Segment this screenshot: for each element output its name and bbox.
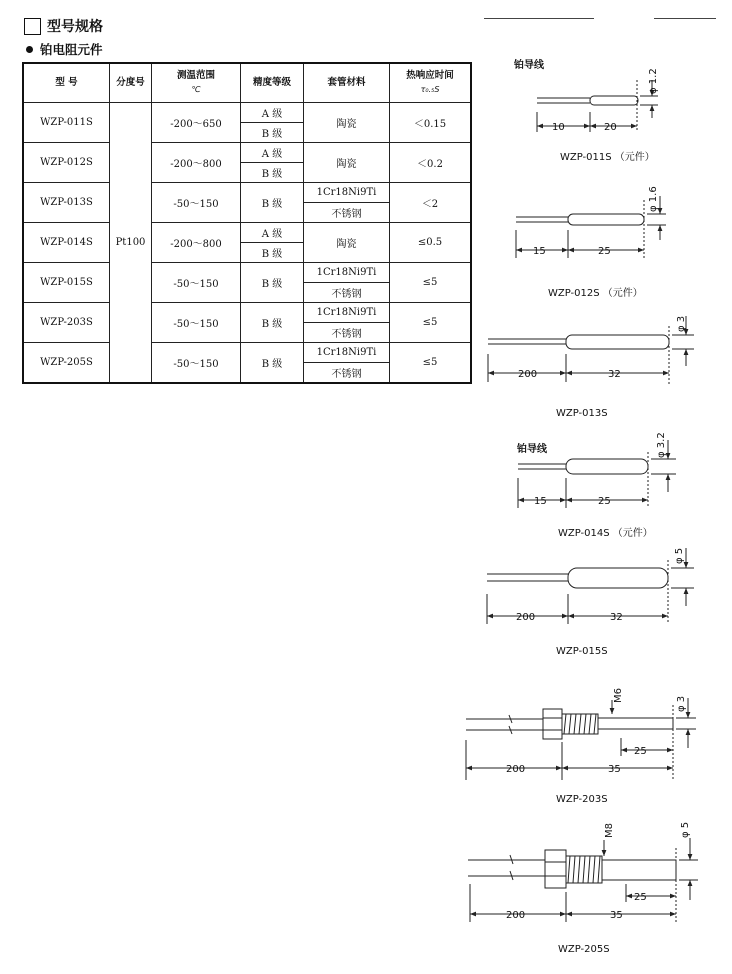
cell-grade: B 级 — [241, 163, 304, 183]
dim-label: 25 — [598, 496, 611, 507]
drawing-caption: WZP-203S — [556, 794, 608, 805]
element-body — [568, 214, 644, 225]
drawing-wzp-011s — [513, 58, 659, 163]
dim-label: 25 — [634, 746, 647, 757]
header-grade: 精度等级 — [241, 63, 304, 103]
drawing-wzp-012s — [516, 186, 666, 299]
dim-label: 32 — [608, 369, 621, 380]
cell-range: -50～150 — [152, 183, 241, 223]
diameter-label: φ 1.2 — [648, 68, 659, 94]
diameter-label: φ 5 — [680, 821, 691, 838]
cell-sheath: 不锈钢 — [304, 203, 390, 223]
cell-model: WZP-203S — [23, 303, 110, 343]
drawing-wzp-013s — [488, 316, 694, 419]
thread-hatch — [568, 856, 600, 883]
dim-label: 10 — [552, 122, 565, 133]
diameter-label: φ 3 — [676, 695, 687, 712]
cell-model: WZP-205S — [23, 343, 110, 384]
dim-label: 15 — [534, 496, 547, 507]
break-mark — [509, 715, 512, 734]
cell-response: ≤5 — [390, 303, 472, 343]
cell-sheath: 1Cr18Ni9Ti — [304, 343, 390, 363]
hex-nut — [545, 850, 566, 888]
cell-range: -200～800 — [152, 223, 241, 263]
cell-response: ≤5 — [390, 263, 472, 303]
drawing-wzp-014s — [516, 432, 676, 539]
diameter-label: φ 3.2 — [656, 432, 667, 458]
dim-label: 25 — [634, 892, 647, 903]
header-response: 热响应时间 τ₀.₅S — [390, 63, 472, 103]
drawing-wzp-015s — [487, 548, 694, 657]
dim-label: 200 — [506, 910, 526, 921]
drawing-caption: WZP-015S — [556, 646, 608, 657]
cell-response: ＜0.15 — [390, 103, 472, 143]
cell-model: WZP-014S — [23, 223, 110, 263]
thread-label: M8 — [604, 823, 615, 838]
dim-label: 35 — [610, 910, 623, 921]
cell-model: WZP-015S — [23, 263, 110, 303]
cell-grade: B 级 — [241, 263, 304, 303]
drawing-caption: WZP-011S （元件） — [560, 152, 655, 163]
cell-range: -200～650 — [152, 103, 241, 143]
cell-model: WZP-013S — [23, 183, 110, 223]
header-sheath: 套管材料 — [304, 63, 390, 103]
cell-sheath: 陶瓷 — [304, 143, 390, 183]
cell-grade: B 级 — [241, 123, 304, 143]
header-range: 测温范围 ℃ — [152, 63, 241, 103]
dim-label: 15 — [533, 246, 546, 257]
sheath-body — [568, 568, 668, 588]
cell-sheath: 不锈钢 — [304, 363, 390, 384]
drawing-caption: WZP-014S （元件） — [558, 528, 653, 539]
element-body — [566, 459, 648, 474]
drawing-wzp-205s — [468, 822, 698, 955]
thread-label: M6 — [613, 688, 624, 703]
cell-sheath: 1Cr18Ni9Ti — [304, 183, 390, 203]
cell-sheath: 陶瓷 — [304, 103, 390, 143]
cell-range: -50～150 — [152, 303, 241, 343]
cell-response: ＜0.2 — [390, 143, 472, 183]
drawing-caption: WZP-013S — [556, 408, 608, 419]
lead-label: 铂导线 — [517, 444, 547, 455]
cell-grade: B 级 — [241, 183, 304, 223]
drawing-caption: WZP-205S — [558, 944, 610, 955]
diameter-label: φ 1.6 — [648, 186, 659, 212]
cell-response: ＜2 — [390, 183, 472, 223]
header-graduation: 分度号 — [110, 63, 152, 103]
section-subtitle-text: 铂电阻元件 — [40, 42, 103, 57]
lead-label: 铂导线 — [514, 60, 544, 71]
cell-grade: B 级 — [241, 303, 304, 343]
cell-grade: B 级 — [241, 243, 304, 263]
diameter-label: φ 3 — [676, 315, 687, 332]
cell-graduation: Pt100 — [110, 103, 152, 384]
section-title-text: 型号规格 — [47, 19, 103, 35]
dim-label: 200 — [516, 612, 536, 623]
cell-model: WZP-012S — [23, 143, 110, 183]
dim-label: 200 — [518, 369, 538, 380]
dim-label: 25 — [598, 246, 611, 257]
sheath-body — [566, 335, 669, 349]
cell-range: -50～150 — [152, 343, 241, 384]
cell-grade: B 级 — [241, 343, 304, 384]
dim-label: 20 — [604, 122, 617, 133]
cell-sheath: 1Cr18Ni9Ti — [304, 263, 390, 283]
cell-sheath: 不锈钢 — [304, 283, 390, 303]
cell-grade: A 级 — [241, 143, 304, 163]
cell-response: ≤5 — [390, 343, 472, 384]
dim-label: 32 — [610, 612, 623, 623]
sheath-body — [602, 860, 676, 880]
sheath-body — [598, 718, 673, 729]
cell-grade: A 级 — [241, 103, 304, 123]
cell-range: -200～800 — [152, 143, 241, 183]
header-model: 型 号 — [23, 63, 110, 103]
cell-sheath: 不锈钢 — [304, 323, 390, 343]
cell-response: ≤0.5 — [390, 223, 472, 263]
element-body — [590, 96, 638, 105]
drawing-wzp-203s — [466, 688, 696, 805]
diameter-label: φ 5 — [674, 547, 685, 564]
hex-nut — [543, 709, 562, 739]
dim-label: 200 — [506, 764, 526, 775]
cell-sheath: 陶瓷 — [304, 223, 390, 263]
cell-range: -50～150 — [152, 263, 241, 303]
dim-label: 35 — [608, 764, 621, 775]
drawing-caption: WZP-012S （元件） — [548, 288, 643, 299]
cell-grade: A 级 — [241, 223, 304, 243]
cell-model: WZP-011S — [23, 103, 110, 143]
cell-sheath: 1Cr18Ni9Ti — [304, 303, 390, 323]
thread-hatch — [564, 714, 596, 734]
